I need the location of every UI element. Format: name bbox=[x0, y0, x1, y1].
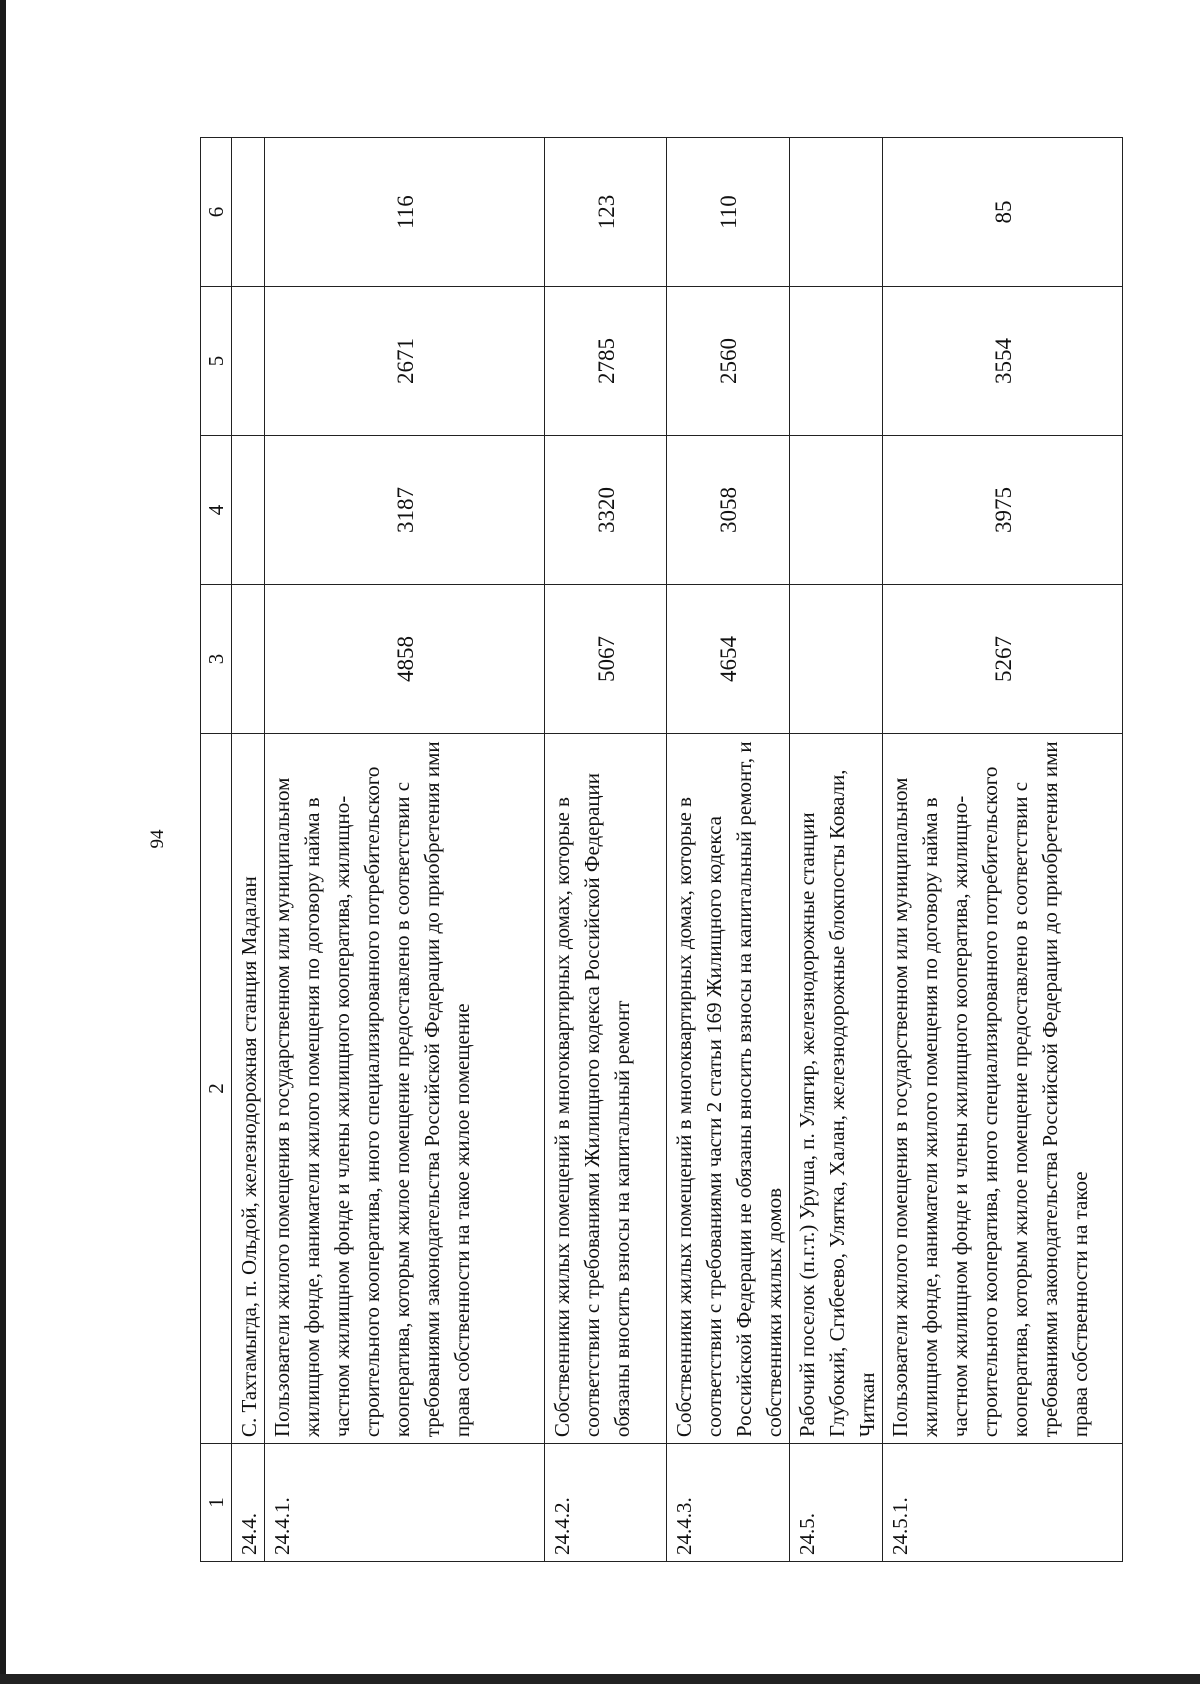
row-value-5: 2560 bbox=[667, 287, 790, 436]
row-value-5 bbox=[232, 287, 265, 436]
table-row bbox=[790, 138, 883, 1562]
row-value-6: 123 bbox=[545, 138, 667, 287]
row-text: С. Тахтамыгда, п. Ольдой, железнодорожная станция Мадалан bbox=[232, 733, 265, 1443]
row-value-6: 85 bbox=[883, 138, 1123, 287]
row-value-3: 4654 bbox=[667, 584, 790, 733]
row-value-3 bbox=[232, 584, 265, 733]
table-row bbox=[667, 138, 790, 1562]
row-value-4: 3320 bbox=[545, 436, 667, 585]
row-value-3: 4858 bbox=[265, 584, 545, 733]
header-cell: 4 bbox=[201, 436, 232, 585]
row-value-4: 3058 bbox=[667, 436, 790, 585]
row-value-5: 3554 bbox=[883, 287, 1123, 436]
row-text: Собственники жилых помещений в многоквартирных домах, которые в соответствии с требованиями Жилищного кодекса Российской Федерации обязаны вносить взносы на капитальный ремонт bbox=[545, 733, 667, 1443]
row-text: Пользователи жилого помещения в государственном или муниципальном жилищном фонде, наниматели жилого помещения по договору найма в частном жилищном фонде и члены жилищного кооператива, жилищно-строительного кооператива, иного специализированного потребительского кооператива, которым жилое помещение предоставлено в соответствии с требованиями законодательства Российской Федерации до приобретения ими права собственности на такое жилое помещение bbox=[265, 733, 545, 1443]
table-row bbox=[232, 138, 265, 1562]
table-header-row bbox=[201, 138, 232, 1562]
row-text: Рабочий поселок (п.г.т.) Уруша, п. Улягир, железнодорожные станции Глубокий, Сгибеево, Уляткa, Халан, железнодорожные блокпосты Ковали, Читкан bbox=[790, 733, 883, 1443]
row-value-6 bbox=[232, 138, 265, 287]
table-row bbox=[265, 138, 545, 1562]
row-value-5: 2785 bbox=[545, 287, 667, 436]
row-value-6: 116 bbox=[265, 138, 545, 287]
row-value-6: 110 bbox=[667, 138, 790, 287]
row-value-4 bbox=[232, 436, 265, 585]
row-value-4: 3975 bbox=[883, 436, 1123, 585]
row-code: 24.5.1. bbox=[883, 1444, 1123, 1562]
row-value-4 bbox=[790, 436, 883, 585]
row-value-6 bbox=[790, 138, 883, 287]
header-cell: 3 bbox=[201, 584, 232, 733]
scan-edge-left bbox=[0, 0, 6, 1684]
row-value-3: 5267 bbox=[883, 584, 1123, 733]
row-value-5: 2671 bbox=[265, 287, 545, 436]
header-cell: 1 bbox=[201, 1444, 232, 1562]
row-value-3: 5067 bbox=[545, 584, 667, 733]
row-code: 24.5. bbox=[790, 1444, 883, 1562]
row-text: Собственники жилых помещений в многоквартирных домах, которые в соответствии с требованиями части 2 статьи 169 Жилищного кодекса Российской Федерации не обязаны вносить взносы на капитальный ремонт, и собственники жилых домов bbox=[667, 733, 790, 1443]
header-cell: 2 bbox=[201, 733, 232, 1443]
row-code: 24.4.2. bbox=[545, 1444, 667, 1562]
header-cell: 6 bbox=[201, 138, 232, 287]
table-row bbox=[883, 138, 1123, 1562]
row-code: 24.4.3. bbox=[667, 1444, 790, 1562]
scan-edge-bottom bbox=[0, 1674, 1200, 1684]
header-cell: 5 bbox=[201, 287, 232, 436]
page-number: 94 bbox=[147, 829, 168, 849]
row-text: Пользователи жилого помещения в государственном или муниципальном жилищном фонде, наниматели жилого помещения по договору найма в частном жилищном фонде и члены жилищного кооператива, жилищно-строительного кооператива, иного специализированного потребительского кооператива, которым жилое помещение предоставлено в соответствии с требованиями законодательства Российской Федерации до приобретения ими права собственности на такое bbox=[883, 733, 1123, 1443]
table-row bbox=[545, 138, 667, 1562]
row-code: 24.4.1. bbox=[265, 1444, 545, 1562]
tariff-table bbox=[200, 137, 1123, 1562]
row-value-4: 3187 bbox=[265, 436, 545, 585]
row-code: 24.4. bbox=[232, 1444, 265, 1562]
row-value-5 bbox=[790, 287, 883, 436]
rotated-table-wrapper bbox=[200, 137, 1108, 1562]
row-value-3 bbox=[790, 584, 883, 733]
